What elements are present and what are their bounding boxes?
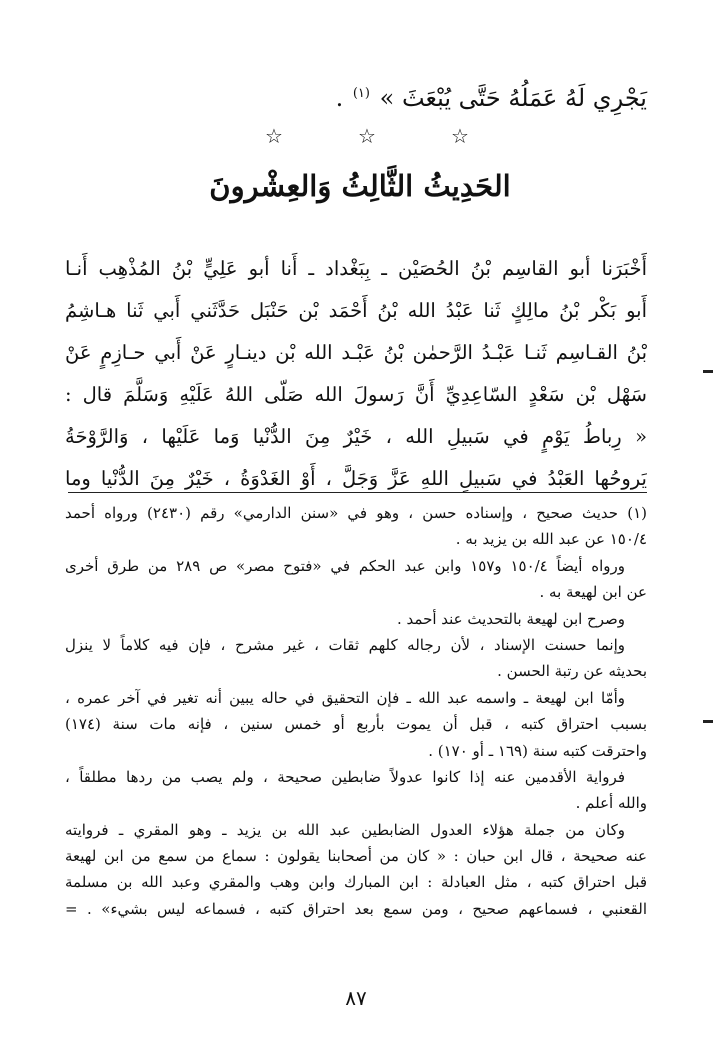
footnote-line: (١) حديث صحيح ، وإسناده حسن ، وهو في «سنن الدارمي» رقم (٢٤٣٠) ورواه أحمد bbox=[65, 504, 647, 522]
body-line: أَخْبَرَنا أبو القاسِم بْنُ الحُصَيْن ـ بِبَغْداد ـ أَنا أبو عَلِيٍّ بْنُ المُذْهِب أَنـا bbox=[65, 257, 647, 280]
footnote-line: ١٥٠/٤ عن عبد الله بن يزيد به . bbox=[455, 530, 647, 549]
footnote-line: بسبب احتراق كتبه ، قبل أن يموت بأربع أو خمس سنين ، فإنه مات سنة (١٧٤) bbox=[65, 715, 647, 734]
continuation-line bbox=[317, 74, 647, 118]
footnote-line: واحترقت كتبه سنة (١٦٩ ـ أو ١٧٠) . bbox=[428, 741, 647, 760]
body-line: أَبو بَكْر بْنُ مالِكٍ ثَنا عَبْدُ الله بْنُ أَحْمَد بْن حَنْبَل حَدَّثَني أَبي ثَنا هـاشِمُ bbox=[65, 299, 647, 322]
body-line: « رِباطُ يَوْمٍ في سَبيلِ الله ، خَيْرٌ مِنَ الدُّنْيا وَما عَلَيْها ، وَالرَّوْحَةُ bbox=[65, 425, 647, 448]
body-line: يَروحُها العَبْدُ في سَبيلِ اللهِ عَزَّ وَجَلَّ ، أَوْ الغَدْوَةُ ، خَيْرٌ مِنَ الدُّنْيا وما bbox=[65, 467, 647, 490]
body-line: سَهْل بْن سَعْدٍ السّاعِدِيِّ أَنَّ رَسولَ الله صَلّى اللهُ عَلَيْهِ وَسَلَّمَ قال : bbox=[65, 383, 647, 406]
footnote-line: والله أعلم . bbox=[575, 794, 647, 813]
footnote-line: عنه صحيحة ، قال ابن حبان : « كان من أصحابنا يقولون : سماع من سمع من ابن لهيعة bbox=[65, 847, 647, 866]
continuation-text: يَجْرِي لَهُ عَمَلُهُ حَتَّى يُبْعَثَ » bbox=[379, 84, 647, 112]
star-icon: ☆ bbox=[265, 124, 283, 148]
footnote-line: فرواية الأقدمين عنه إذا كانوا عدولاً ضابطين صحيحة ، ولم يصب من ردها مطلقاً ، bbox=[65, 767, 625, 786]
margin-tick-mark bbox=[703, 370, 713, 373]
hadith-body bbox=[65, 248, 647, 500]
footnotes bbox=[65, 500, 647, 922]
footnote-line: بحديثه عن رتبة الحسن . bbox=[497, 662, 647, 681]
page-number: ٨٧ bbox=[345, 986, 367, 1010]
footnote-separator bbox=[68, 492, 647, 493]
footnote-line: ورواه أيضاً ١٥٠/٤ و١٥٧ وابن عبد الحكم في «فتوح مصر» ص ٢٨٩ من طرق أخرى bbox=[65, 556, 625, 575]
footnote-marker: (١) bbox=[352, 86, 370, 101]
star-icon: ☆ bbox=[451, 124, 469, 148]
hadith-heading: الحَدِيثُ الثَّالِثُ وَالعِشْرونَ bbox=[209, 169, 511, 203]
continuation-end: . bbox=[335, 84, 344, 112]
footnote-line: وإنما حسنت الإسناد ، لأن رجاله كلهم ثقات ، غير مشرح ، فإن فيه كلاماً لا ينزل bbox=[65, 635, 625, 654]
footnote-line: وصرح ابن لهيعة بالتحديث عند أحمد . bbox=[396, 609, 625, 628]
star-icon: ☆ bbox=[358, 124, 376, 148]
footnote-line: وكان من جملة هؤلاء العدول الضابطين عبد الله بن يزيد ـ وهو المقري ـ فروايته bbox=[65, 820, 625, 839]
footnote-line: قبل احتراق كتبه ، مثل العبادلة : ابن المبارك وابن وهب والمقري وعبد الله بن مسلمة bbox=[65, 873, 647, 892]
footnote-line: وأمّا ابن لهيعة ـ واسمه عبد الله ـ فإن التحقيق في حاله يبين أنه تغير في آخر عمره ، bbox=[65, 688, 626, 707]
footnote-line: القعنبي ، فسماعهم صحيح ، ومن سمع بعد احتراق كتبه ، فسماعه ليس بشيء» . = bbox=[65, 899, 647, 918]
margin-tick-mark bbox=[703, 720, 713, 723]
body-line: بْنُ القـاسِم ثَنـا عَبْـدُ الرَّحمٰن بْنُ عَبْـد الله بْن دينـارٍ عَنْ أَبي حـازِمٍ عَنْ bbox=[65, 341, 647, 364]
footnote-line: عن ابن لهيعة به . bbox=[539, 583, 647, 602]
section-divider-stars bbox=[262, 124, 472, 148]
